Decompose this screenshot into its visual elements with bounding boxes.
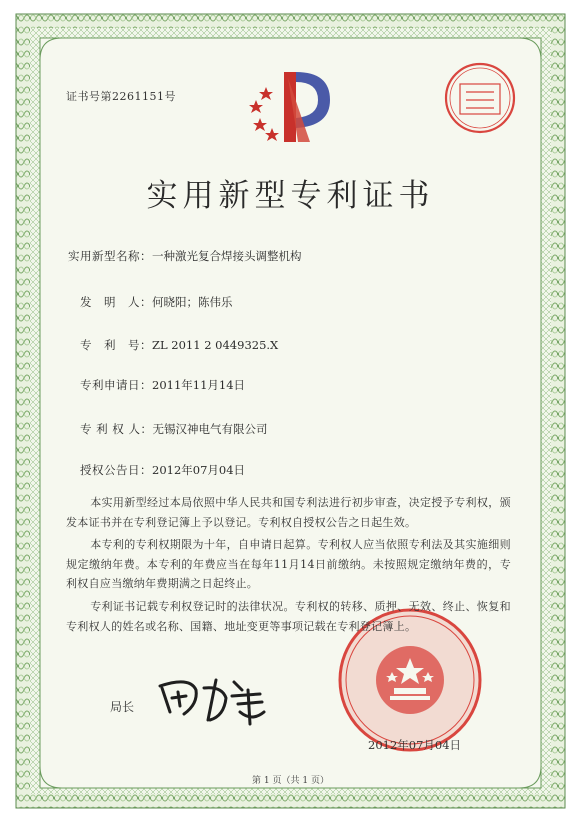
field-label: 专 利 权 人： (80, 422, 153, 436)
seal-date: 2012年07月04日 (368, 738, 462, 752)
field-value: 2012年07月04日 (152, 463, 246, 477)
page-footer: 第 1 页（共 1 页） (252, 776, 329, 786)
certificate-title: 实用新型专利证书 (146, 178, 435, 214)
field-utility-name (68, 248, 302, 264)
body-paragraph: 本专利的专利权期限为十年，自申请日起算。专利权人应当依照专利法及其实施细则规定缴纳年费。本专利的年费应当在每年11月14日前缴纳。未按照规定缴纳年费的，专利权自应当缴纳年费期满之日起终止。 (66, 538, 511, 591)
body-paragraph: 本实用新型经过本局依照中华人民共和国专利法进行初步审查，决定授予专利权，颁发本证书并在专利登记簿上予以登记。专利权自授权公告之日起生效。 (66, 496, 511, 529)
field-label: 专 利 号： (80, 338, 152, 352)
certificate-number: 证书号第2261151号 (66, 90, 176, 103)
field-label: 授权公告日： (80, 463, 152, 477)
field-label: 发 明 人： (80, 295, 152, 309)
field-label: 实用新型名称： (68, 249, 152, 263)
director-label: 局长 (110, 700, 135, 714)
field-inventor (80, 294, 233, 310)
field-patentee (80, 421, 267, 437)
field-filing-date (80, 377, 245, 393)
field-grant-date (80, 462, 245, 478)
field-value: 一种激光复合焊接头调整机构 (152, 249, 302, 263)
field-value: ZL 2011 2 0449325.X (152, 338, 279, 352)
field-value: 2011年11月14日 (152, 378, 246, 392)
field-patent-number (80, 337, 278, 353)
field-value: 何晓阳；陈伟乐 (152, 295, 233, 309)
body-paragraph: 专利证书记载专利权登记时的法律状况。专利权的转移、质押、无效、终止、恢复和专利权人的姓名或名称、国籍、地址变更等事项记载在专利登记簿上。 (66, 599, 511, 633)
field-value: 无锡汉神电气有限公司 (152, 422, 268, 436)
certificate-body (66, 493, 511, 636)
field-label: 专利申请日： (80, 378, 152, 392)
